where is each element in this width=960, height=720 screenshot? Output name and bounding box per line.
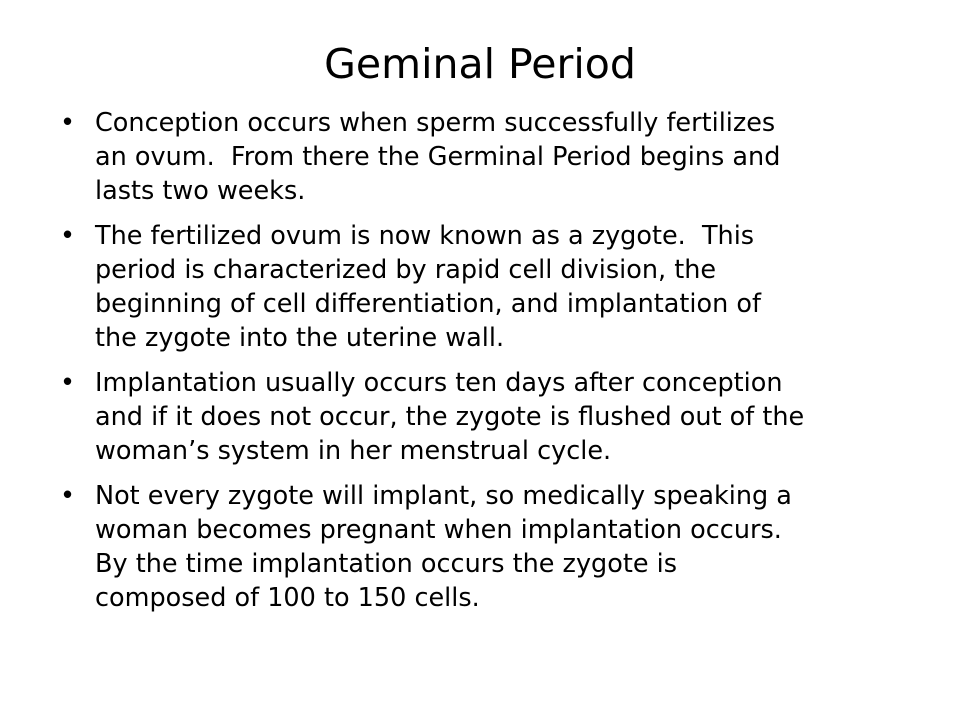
- bullet-dot-icon: •: [60, 368, 76, 398]
- bullet-line: Not every zygote will implant, so medically speaking a: [95, 481, 792, 511]
- bullet-dot-icon: •: [60, 481, 76, 511]
- slide-title: Geminal Period: [324, 40, 636, 88]
- bullet-line: Conception occurs when sperm successfully fertilizes: [95, 108, 776, 138]
- bullet-item: [60, 219, 912, 355]
- bullet-line: and if it does not occur, the zygote is flushed out of the: [95, 402, 805, 432]
- bullet-dot-icon: •: [60, 221, 76, 251]
- bullet-line: woman’s system in her menstrual cycle.: [95, 436, 612, 466]
- bullet-item: [60, 106, 912, 208]
- bullet-line: Implantation usually occurs ten days after conception: [95, 368, 783, 398]
- bullet-item: [60, 479, 912, 615]
- bullet-line: composed of 100 to 150 cells.: [95, 583, 480, 613]
- bullet-line: lasts two weeks.: [95, 176, 306, 206]
- bullet-dot-icon: •: [60, 108, 76, 138]
- bullet-line: beginning of cell differentiation, and implantation of: [95, 289, 761, 319]
- bullet-line: woman becomes pregnant when implantation occurs.: [95, 515, 782, 545]
- bullet-line: period is characterized by rapid cell division, the: [95, 255, 717, 285]
- bullet-line: an ovum. From there the Germinal Period begins and: [95, 142, 781, 172]
- bullet-list: [60, 106, 912, 626]
- bullet-item: [60, 366, 912, 468]
- bullet-line: the zygote into the uterine wall.: [95, 323, 505, 353]
- bullet-line: By the time implantation occurs the zygote is: [95, 549, 677, 579]
- bullet-line: The fertilized ovum is now known as a zygote. This: [95, 221, 755, 251]
